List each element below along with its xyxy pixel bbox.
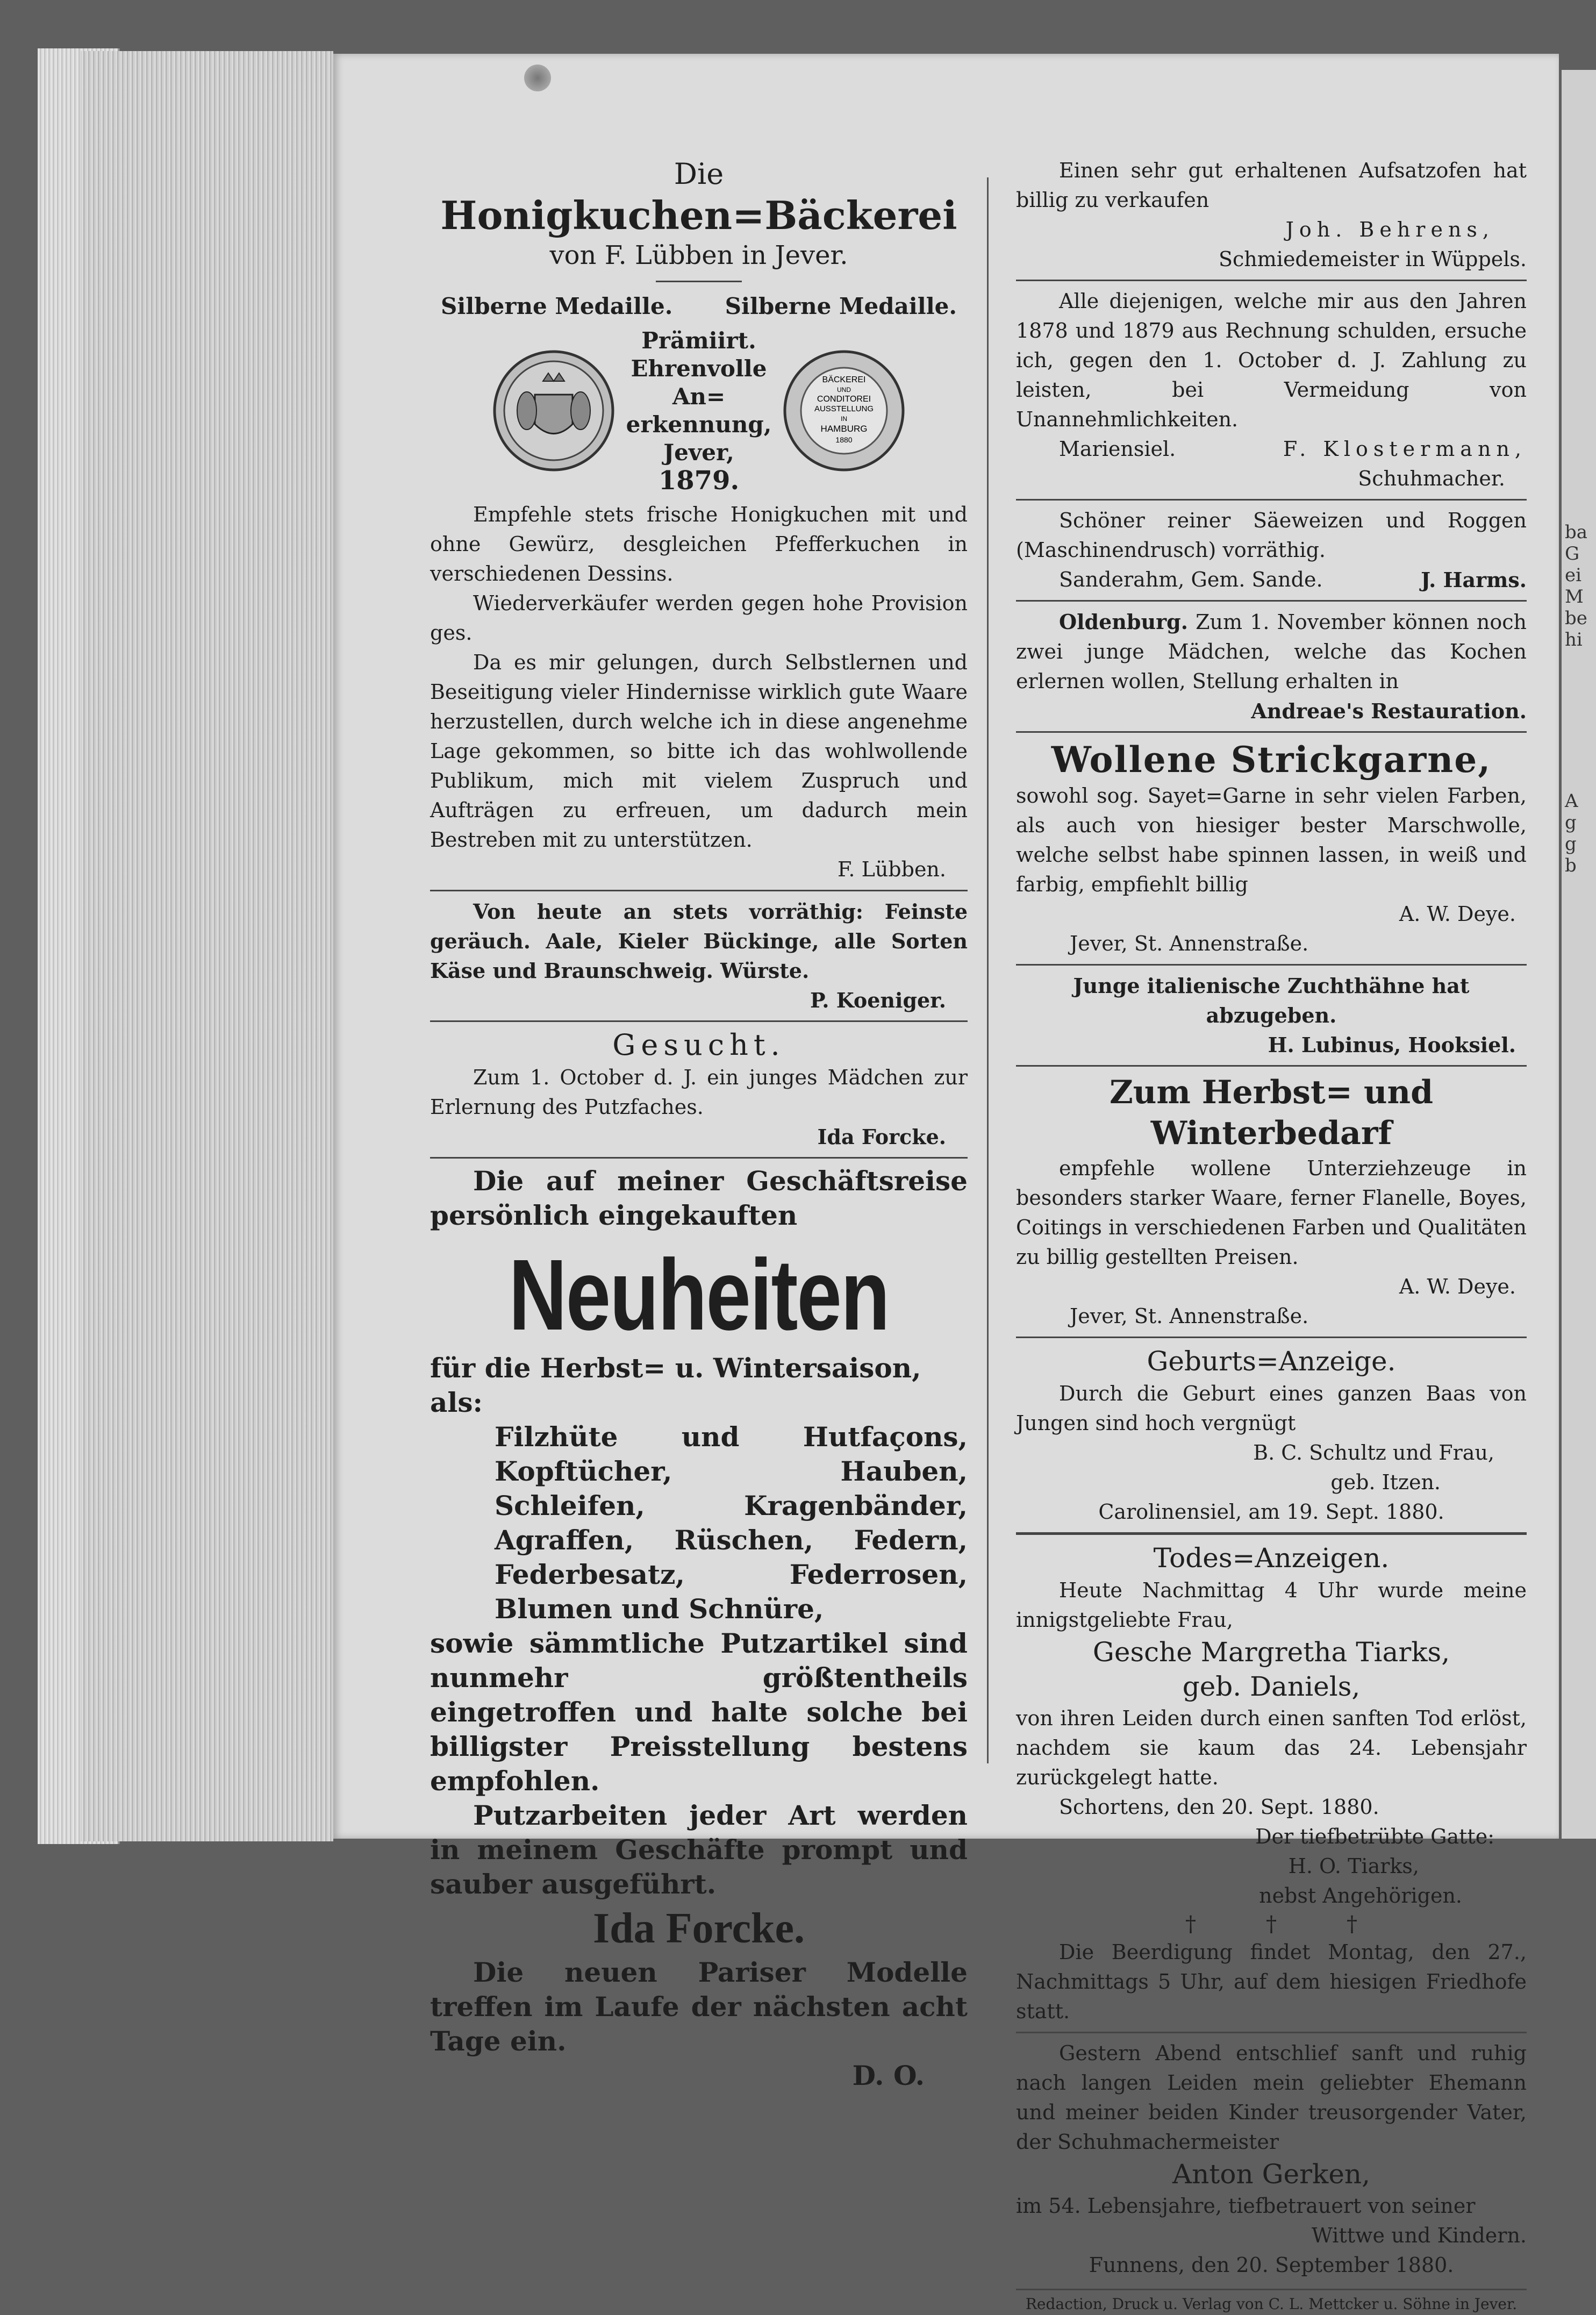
divider [1016, 600, 1527, 602]
next-page-fragment: hi [1565, 629, 1583, 651]
divider [430, 1020, 968, 1022]
gerken-place: Funnens, den 20. September 1880. [1089, 2253, 1454, 2277]
next-page-fragment: b [1565, 855, 1577, 876]
koeniger-text: Von heute an stets vorräthig: Feinste geräuch. Aale, Kieler Bückinge, alle Sorten Käse und Braunschweig. Würste. [430, 899, 968, 983]
medal-inscription: AUSSTELLUNG [814, 404, 874, 413]
medal-right-label: Silberne Medaille. [725, 293, 957, 319]
gerken-name: Anton Gerken, [1172, 2159, 1371, 2190]
todes-nee: geb. Daniels, [1182, 1671, 1361, 1702]
divider [1016, 964, 1527, 966]
bakery-subtitle: von F. Lübben in Jever. [549, 240, 848, 270]
todes-sign-2: H. O. Tiarks, [1288, 1854, 1419, 1878]
award-line: Jever, [663, 439, 734, 466]
divider [1016, 1532, 1527, 1535]
gesucht-text: Zum 1. October d. J. ein junges Mädchen zur Erlernung des Putzfaches. [430, 1066, 968, 1119]
geburt-text: Durch die Geburt eines ganzen Baas von Jungen sind hoch vergnügt [1016, 1382, 1527, 1435]
next-page-fragment: g [1565, 812, 1577, 833]
imprint-footer: Redaction, Druck u. Verlag von C. L. Mettcker u. Söhne in Jever. [1016, 2289, 1527, 2315]
todes-text: Heute Nachmittag 4 Uhr wurde meine innigstgeliebte Frau, [1016, 1578, 1527, 1632]
gesucht-signature: Ida Forcke. [817, 1125, 946, 1149]
divider [430, 890, 968, 891]
gesucht-title: Gesucht. [612, 1028, 785, 1062]
next-page-fragment: A [1565, 790, 1578, 812]
todes-name: Gesche Margretha Tiarks, [1092, 1637, 1450, 1668]
cross-icon: † [1185, 1912, 1196, 1937]
award-text [626, 327, 772, 495]
column-divider [987, 177, 989, 1763]
oldenburg-text: Zum 1. November können noch zwei junge Mädchen, welche das Kochen erlernen wollen, Stellung erhalten in [1016, 610, 1527, 693]
todes-title: Todes=Anzeigen. [1153, 1542, 1390, 1574]
divider [1016, 1065, 1527, 1067]
forcke-intro: Die auf meiner Geschäftsreise persönlich eingekauften [430, 1165, 968, 1231]
herbst-place: Jever, St. Annenstraße. [1070, 1304, 1309, 1328]
herbst-text: empfehle wollene Unterziehzeuge in besonders starker Waare, ferner Flanelle, Boyes, Coitings in verschiedenen Farben und Qualitäten zu billig gestellten Preisen. [1016, 1156, 1527, 1269]
todes-place: Schortens, den 20. Sept. 1880. [1059, 1795, 1379, 1819]
divider [1016, 2032, 1527, 2033]
geburt-title: Geburts=Anzeige. [1147, 1346, 1396, 1377]
gerken-text-2: im 54. Lebensjahre, tiefbetrauert von seiner [1016, 2194, 1476, 2218]
klostermann-place: Mariensiel. [1059, 437, 1176, 461]
hamburg-exhibition-medal-icon [782, 349, 906, 473]
next-page-fragment: ba [1565, 521, 1588, 543]
forcke-signature: D. O. [852, 2060, 925, 2091]
behrens-trade: Schmiedemeister in Wüppels. [1218, 247, 1527, 271]
forcke-paris: Die neuen Pariser Modelle treffen im Laufe der nächsten acht Tage ein. [430, 1956, 968, 2057]
divider [1016, 280, 1527, 281]
medal-inscription: 1880 [835, 435, 853, 444]
next-page-edge [1562, 70, 1596, 1839]
award-line: An= [672, 383, 726, 410]
bakery-die: Die [674, 157, 724, 191]
wollene-title: Wollene Strickgarne, [1051, 739, 1492, 781]
forcke-items: Filzhüte und Hutfaçons, Kopftücher, Hauben, Schleifen, Kragenbänder, Agraffen, Rüschen, Federn, Federbesatz, Federrosen, Blumen und Schnüre, [495, 1421, 968, 1625]
bakery-paragraph: Wiederverkäufer werden gegen hohe Provision ges. [430, 591, 968, 645]
harms-signature-row [1016, 565, 1527, 595]
divider [1016, 499, 1527, 501]
geburt-nee: geb. Itzen. [1330, 1470, 1441, 1494]
medal-labels [430, 291, 968, 321]
bakery-paragraph: Da es mir gelungen, durch Selbstlernen und Beseitigung vieler Hindernisse wirklich gute Waare herzustellen, durch welche ich in diese angenehme Lage gekommen, so bitte ich das wohlwollende Publikum, mich mit vielem Zuspruch und Aufträgen zu erfreuen, um dadurch mein Bestreben mit zu unterstützen. [430, 651, 968, 852]
gerken-text-3: Wittwe und Kindern. [1311, 2224, 1527, 2247]
wollene-signature: A. W. Deye. [1399, 902, 1516, 926]
todes-sign-3: nebst Angehörigen. [1259, 1884, 1462, 1907]
bakery-paragraph: Empfehle stets frische Honigkuchen mit und ohne Gewürz, desgleichen Pfefferkuchen in verschiedenen Dessins. [430, 503, 968, 585]
gerken-text: Gestern Abend entschlief sanft und ruhig nach langen Leiden mein geliebter Ehemann und meiner beiden Kinder treusorgender Vater, der Schuhmachermeister [1016, 2041, 1527, 2154]
cross-icon: † [1347, 1912, 1357, 1937]
right-column [1016, 156, 1527, 2315]
next-page-fragment: g [1565, 833, 1577, 855]
geburt-place: Carolinensiel, am 19. Sept. 1880. [1098, 1500, 1444, 1524]
book-page-stack [81, 51, 333, 1841]
medal-inscription: UND [837, 386, 851, 394]
wollene-text: sowohl sog. Sayet=Garne in sehr vielen Farben, als auch von hiesiger bester Marschwolle, welche selbst habe spinnen lassen, in weiß und farbig, empfiehlt billig [1016, 784, 1527, 896]
medal-inscription: BÄCKEREI [822, 375, 866, 384]
koeniger-signature: P. Koeniger. [810, 988, 946, 1012]
award-line: Ehrenvolle [631, 355, 767, 382]
wollene-place: Jever, St. Annenstraße. [1070, 932, 1309, 955]
harms-name: J. Harms. [1421, 568, 1527, 592]
medal-inscription: CONDITOREI [817, 395, 871, 404]
coat-of-arms-medal-icon [492, 349, 616, 473]
lubinus-text: Junge italienische Zuchthähne hat abzugeben. [1073, 974, 1470, 1027]
award-line: Prämiirt. [641, 327, 756, 354]
forcke-name: Ida Forcke. [592, 1905, 805, 1952]
medal-left-label: Silberne Medaille. [441, 293, 673, 319]
binding-hole [524, 65, 551, 91]
medal-inscription: HAMBURG [820, 424, 868, 434]
bakery-signature: F. Lübben. [837, 858, 946, 881]
klostermann-text: Alle diejenigen, welche mir aus den Jahren 1878 und 1879 aus Rechnung schulden, ersuche ich, gegen den 1. October d. J. Zahlung zu leisten, bei Vermeidung von Unannehmlichkeiten. [1016, 289, 1527, 431]
behrens-name: Joh. Behrens, [1285, 218, 1494, 241]
harms-place: Sanderahm, Gem. Sande. [1059, 568, 1323, 591]
herbst-signature: A. W. Deye. [1399, 1275, 1516, 1298]
oldenburg-place: Oldenburg. [1059, 610, 1188, 634]
award-line: erkennung, [626, 411, 772, 438]
left-column [430, 156, 968, 2093]
award-line: 1879. [658, 466, 740, 496]
lubinus-signature: H. Lubinus, Hooksiel. [1268, 1033, 1516, 1057]
divider [656, 281, 742, 282]
forcke-season: für die Herbst= u. Wintersaison, als: [430, 1352, 921, 1418]
klostermann-signature-row [1016, 434, 1527, 464]
bakery-title: Honigkuchen=Bäckerei [440, 192, 957, 238]
divider [430, 1157, 968, 1159]
next-page-fragment: ei [1565, 565, 1581, 586]
herbst-title: Zum Herbst= und Winterbedarf [1109, 1074, 1434, 1152]
todes-text-2: von ihren Leiden durch einen sanften Tod erlöst, nachdem sie kaum das 24. Lebensjahr zurückgelegt hatte. [1016, 1706, 1527, 1789]
medals-row [430, 327, 968, 495]
klostermann-name: F. Klostermann, [1283, 437, 1527, 461]
cross-icon: † [1266, 1912, 1277, 1937]
oldenburg-ad [1016, 607, 1527, 696]
next-page-fragment: be [1565, 608, 1587, 629]
crosses [1016, 1911, 1527, 1938]
todes-funeral: Die Beerdigung findet Montag, den 27., Nachmittags 5 Uhr, auf dem hiesigen Friedhofe statt. [1016, 1940, 1527, 2023]
medal-inscription: IN [841, 415, 848, 423]
divider [1016, 1337, 1527, 1338]
todes-sign-1: Der tiefbetrübte Gatte: [1255, 1825, 1494, 1848]
next-page-fragment: M [1565, 586, 1584, 608]
geburt-name: B. C. Schultz und Frau, [1253, 1441, 1494, 1464]
next-page-fragment: G [1565, 543, 1580, 565]
klostermann-trade: Schuhmacher. [1358, 467, 1505, 490]
oldenburg-signature: Andreae's Restauration. [1251, 699, 1527, 723]
behrens-text: Einen sehr gut erhaltenen Aufsatzofen hat billig zu verkaufen [1016, 159, 1527, 212]
forcke-service: Putzarbeiten jeder Art werden in meinem Geschäfte prompt und sauber ausgeführt. [430, 1799, 968, 1900]
forcke-neuheiten: Neuheiten [509, 1238, 889, 1351]
divider [1016, 731, 1527, 733]
forcke-stock: sowie sämmtliche Putzartikel sind nunmehr größtentheils eingetroffen und halte solche bei billigster Preisstellung bestens empfohlen. [430, 1627, 968, 1797]
harms-text: Schöner reiner Säeweizen und Roggen (Maschinendrusch) vorräthig. [1016, 509, 1527, 562]
